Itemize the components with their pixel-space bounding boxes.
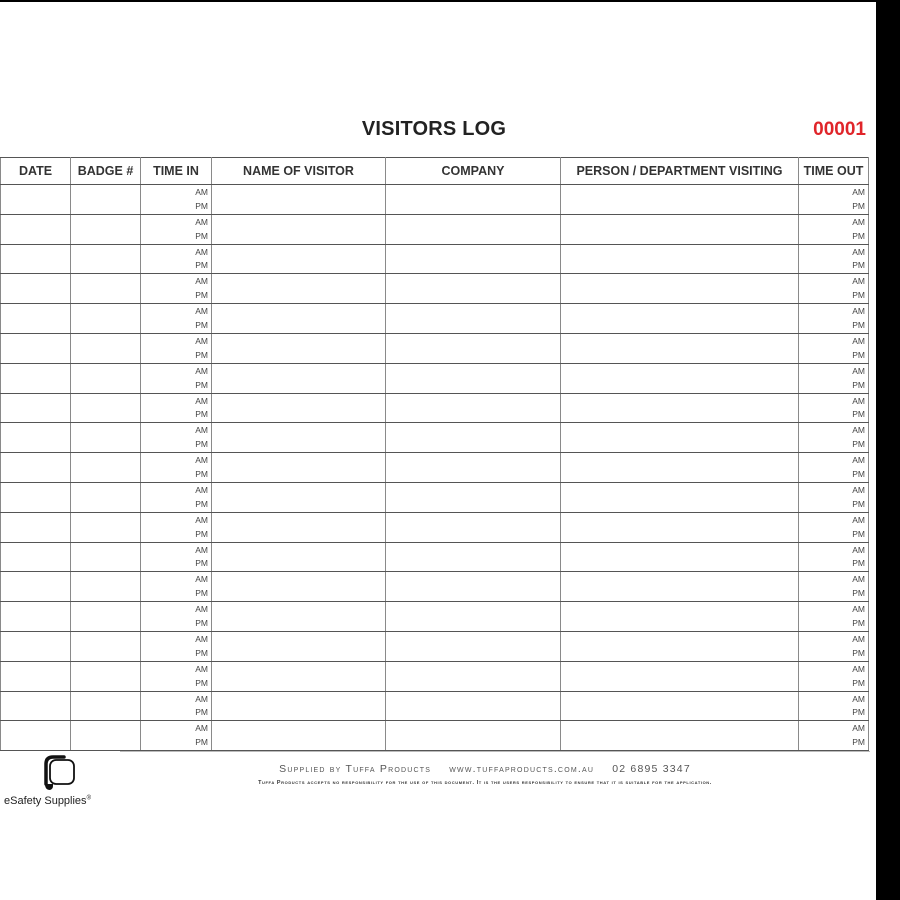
pm-label[interactable]: PM: [195, 558, 208, 569]
time-in-cell[interactable]: [141, 393, 212, 423]
date-cell[interactable]: [1, 393, 71, 423]
am-pm-labels: [799, 602, 868, 631]
time-out-cell[interactable]: [799, 631, 869, 661]
company-cell[interactable]: [386, 512, 561, 542]
am-pm-labels: [141, 453, 211, 482]
date-cell[interactable]: [1, 542, 71, 572]
person-department-cell[interactable]: [561, 423, 799, 453]
am-label[interactable]: AM: [195, 484, 208, 495]
time-out-cell[interactable]: [799, 214, 869, 244]
company-cell[interactable]: [386, 214, 561, 244]
person-department-cell[interactable]: [561, 572, 799, 602]
date-cell[interactable]: [1, 214, 71, 244]
badge-cell[interactable]: [71, 721, 141, 751]
person-department-cell[interactable]: [561, 393, 799, 423]
company-cell[interactable]: [386, 691, 561, 721]
am-label[interactable]: AM: [195, 514, 208, 525]
column-header-time-out: TIME OUT: [799, 158, 869, 185]
pm-label[interactable]: PM: [195, 319, 208, 330]
table-row: [1, 482, 869, 512]
time-out-cell[interactable]: [799, 393, 869, 423]
time-out-cell[interactable]: [799, 602, 869, 632]
badge-cell[interactable]: [71, 423, 141, 453]
am-label[interactable]: AM: [852, 395, 865, 406]
pm-label[interactable]: PM: [852, 439, 865, 450]
pm-label[interactable]: PM: [852, 588, 865, 599]
badge-cell[interactable]: [71, 214, 141, 244]
time-in-cell[interactable]: [141, 453, 212, 483]
visitor-name-cell[interactable]: [212, 185, 386, 215]
am-pm-labels: [141, 334, 211, 363]
company-cell[interactable]: [386, 185, 561, 215]
company-cell[interactable]: [386, 393, 561, 423]
person-department-cell[interactable]: [561, 721, 799, 751]
date-cell[interactable]: [1, 482, 71, 512]
date-cell[interactable]: [1, 631, 71, 661]
pm-label[interactable]: PM: [852, 349, 865, 360]
time-in-cell[interactable]: [141, 482, 212, 512]
am-pm-labels: [799, 632, 868, 661]
table-row: [1, 453, 869, 483]
esafety-brand-text: [4, 795, 91, 807]
person-department-cell[interactable]: [561, 333, 799, 363]
visitors-log-table: [0, 157, 869, 751]
pm-label[interactable]: PM: [852, 617, 865, 628]
time-in-cell[interactable]: [141, 244, 212, 274]
am-pm-labels: [141, 662, 211, 691]
person-department-cell[interactable]: [561, 542, 799, 572]
am-label[interactable]: AM: [852, 187, 865, 197]
column-header-time-in: TIME IN: [141, 158, 212, 185]
am-label[interactable]: AM: [852, 693, 865, 704]
badge-cell[interactable]: [71, 363, 141, 393]
time-in-cell[interactable]: [141, 214, 212, 244]
table-row: [1, 214, 869, 244]
am-pm-labels: [141, 632, 211, 661]
am-pm-labels: [799, 692, 868, 721]
time-out-cell[interactable]: [799, 423, 869, 453]
time-in-cell[interactable]: [141, 602, 212, 632]
am-pm-labels: [141, 274, 211, 303]
pm-label[interactable]: PM: [852, 319, 865, 330]
time-out-cell[interactable]: [799, 363, 869, 393]
date-cell[interactable]: [1, 185, 71, 215]
table-row: [1, 274, 869, 304]
am-pm-labels: [141, 513, 211, 542]
am-label[interactable]: AM: [852, 574, 865, 585]
brand-name: eSafety Supplies: [4, 795, 87, 807]
visitor-name-cell[interactable]: [212, 244, 386, 274]
pm-label[interactable]: PM: [195, 498, 208, 509]
company-cell[interactable]: [386, 542, 561, 572]
person-department-cell[interactable]: [561, 214, 799, 244]
visitor-name-cell[interactable]: [212, 661, 386, 691]
company-cell[interactable]: [386, 631, 561, 661]
visitor-name-cell[interactable]: [212, 512, 386, 542]
table-row: [1, 512, 869, 542]
pm-label[interactable]: PM: [852, 468, 865, 479]
time-in-cell[interactable]: [141, 304, 212, 334]
supplier-website: www.tuffaproducts.com.au: [449, 763, 595, 775]
table-row: [1, 393, 869, 423]
badge-cell[interactable]: [71, 482, 141, 512]
company-cell[interactable]: [386, 423, 561, 453]
visitor-name-cell[interactable]: [212, 572, 386, 602]
table-row: [1, 363, 869, 393]
date-cell[interactable]: [1, 661, 71, 691]
am-pm-labels: [799, 334, 868, 363]
column-header-name: NAME OF VISITOR: [212, 158, 386, 185]
pm-label[interactable]: PM: [195, 588, 208, 599]
date-cell[interactable]: [1, 304, 71, 334]
time-in-cell[interactable]: [141, 274, 212, 304]
pm-label[interactable]: PM: [852, 290, 865, 301]
footer-divider: [120, 751, 870, 752]
am-pm-labels: [799, 662, 868, 691]
time-in-cell[interactable]: [141, 363, 212, 393]
pm-label[interactable]: PM: [195, 409, 208, 420]
company-cell[interactable]: [386, 244, 561, 274]
am-label[interactable]: AM: [852, 335, 865, 346]
am-label[interactable]: AM: [852, 276, 865, 287]
am-pm-labels: [799, 721, 868, 750]
am-label[interactable]: AM: [195, 306, 208, 317]
column-header-company: COMPANY: [386, 158, 561, 185]
pm-label[interactable]: PM: [852, 558, 865, 569]
am-pm-labels: [141, 602, 211, 631]
pm-label[interactable]: PM: [852, 409, 865, 420]
badge-cell[interactable]: [71, 185, 141, 215]
visitor-name-cell[interactable]: [212, 274, 386, 304]
pm-label[interactable]: PM: [195, 647, 208, 658]
pm-label[interactable]: PM: [852, 379, 865, 390]
visitor-name-cell[interactable]: [212, 363, 386, 393]
am-pm-labels: [799, 364, 868, 393]
am-label[interactable]: AM: [852, 306, 865, 317]
table-row: [1, 721, 869, 751]
person-department-cell[interactable]: [561, 691, 799, 721]
time-out-cell[interactable]: [799, 512, 869, 542]
pm-label[interactable]: PM: [195, 260, 208, 271]
table-row: [1, 572, 869, 602]
person-department-cell[interactable]: [561, 453, 799, 483]
am-pm-labels: [141, 245, 211, 274]
table-header-row: [1, 158, 869, 185]
pm-label[interactable]: PM: [852, 498, 865, 509]
am-label[interactable]: AM: [195, 693, 208, 704]
time-out-cell[interactable]: [799, 661, 869, 691]
am-pm-labels: [141, 364, 211, 393]
am-label[interactable]: AM: [195, 663, 208, 674]
company-cell[interactable]: [386, 661, 561, 691]
pm-label[interactable]: PM: [195, 230, 208, 241]
badge-cell[interactable]: [71, 572, 141, 602]
time-out-cell[interactable]: [799, 304, 869, 334]
am-label[interactable]: AM: [852, 723, 865, 734]
table-row: [1, 304, 869, 334]
visitor-name-cell[interactable]: [212, 542, 386, 572]
time-out-cell[interactable]: [799, 453, 869, 483]
am-pm-labels: [799, 394, 868, 423]
person-department-cell[interactable]: [561, 631, 799, 661]
registered-mark: ®: [86, 795, 91, 802]
time-in-cell[interactable]: [141, 542, 212, 572]
am-label[interactable]: AM: [852, 425, 865, 436]
am-pm-labels: [799, 245, 868, 274]
badge-cell[interactable]: [71, 244, 141, 274]
time-in-cell[interactable]: [141, 423, 212, 453]
badge-cell[interactable]: [71, 453, 141, 483]
table-row: [1, 542, 869, 572]
time-in-cell[interactable]: [141, 185, 212, 215]
am-label[interactable]: AM: [195, 276, 208, 287]
am-pm-labels: [799, 572, 868, 601]
time-in-cell[interactable]: [141, 512, 212, 542]
pm-label[interactable]: PM: [195, 349, 208, 360]
pm-label[interactable]: PM: [852, 230, 865, 241]
right-black-strip: [876, 0, 900, 900]
am-label[interactable]: AM: [852, 514, 865, 525]
company-cell[interactable]: [386, 304, 561, 334]
supplier-phone: 02 6895 3347: [612, 763, 691, 775]
table-row: [1, 691, 869, 721]
date-cell[interactable]: [1, 423, 71, 453]
pm-label[interactable]: PM: [852, 200, 865, 211]
pm-label[interactable]: PM: [852, 677, 865, 688]
time-in-cell[interactable]: [141, 661, 212, 691]
time-out-cell[interactable]: [799, 482, 869, 512]
pm-label[interactable]: PM: [195, 200, 208, 211]
am-label[interactable]: AM: [195, 365, 208, 376]
esafety-watermark: [4, 754, 114, 814]
time-in-cell[interactable]: [141, 721, 212, 751]
visitor-name-cell[interactable]: [212, 304, 386, 334]
pm-label[interactable]: PM: [852, 707, 865, 718]
time-out-cell[interactable]: [799, 691, 869, 721]
am-label[interactable]: AM: [195, 425, 208, 436]
time-out-cell[interactable]: [799, 274, 869, 304]
pm-label[interactable]: PM: [852, 528, 865, 539]
table-row: [1, 244, 869, 274]
person-department-cell[interactable]: [561, 185, 799, 215]
am-label[interactable]: AM: [195, 723, 208, 734]
am-pm-labels: [799, 453, 868, 482]
am-label[interactable]: AM: [195, 335, 208, 346]
date-cell[interactable]: [1, 512, 71, 542]
table-row: [1, 602, 869, 632]
am-pm-labels: [141, 423, 211, 452]
time-out-cell[interactable]: [799, 721, 869, 751]
am-pm-labels: [799, 543, 868, 572]
am-pm-labels: [799, 215, 868, 244]
date-cell[interactable]: [1, 602, 71, 632]
time-out-cell[interactable]: [799, 244, 869, 274]
pm-label[interactable]: PM: [195, 468, 208, 479]
am-label[interactable]: AM: [852, 246, 865, 257]
visitor-name-cell[interactable]: [212, 602, 386, 632]
column-header-person-department: PERSON / DEPARTMENT VISITING: [561, 158, 799, 185]
am-pm-labels: [141, 721, 211, 750]
time-out-cell[interactable]: [799, 185, 869, 215]
column-header-badge: BADGE #: [71, 158, 141, 185]
person-department-cell[interactable]: [561, 304, 799, 334]
table-row: [1, 631, 869, 661]
pm-label[interactable]: PM: [195, 677, 208, 688]
am-label[interactable]: AM: [852, 484, 865, 495]
badge-cell[interactable]: [71, 393, 141, 423]
badge-cell[interactable]: [71, 274, 141, 304]
pm-label[interactable]: PM: [852, 260, 865, 271]
person-department-cell[interactable]: [561, 244, 799, 274]
am-label[interactable]: AM: [195, 544, 208, 555]
am-pm-labels: [141, 215, 211, 244]
date-cell[interactable]: [1, 244, 71, 274]
person-department-cell[interactable]: [561, 661, 799, 691]
am-label[interactable]: AM: [852, 663, 865, 674]
table-row: [1, 423, 869, 453]
am-pm-labels: [141, 572, 211, 601]
pm-label[interactable]: PM: [195, 707, 208, 718]
date-cell[interactable]: [1, 274, 71, 304]
badge-cell[interactable]: [71, 512, 141, 542]
date-cell[interactable]: [1, 363, 71, 393]
company-cell[interactable]: [386, 453, 561, 483]
time-out-cell[interactable]: [799, 542, 869, 572]
date-cell[interactable]: [1, 333, 71, 363]
am-pm-labels: [141, 543, 211, 572]
company-cell[interactable]: [386, 721, 561, 751]
am-pm-labels: [141, 394, 211, 423]
am-label[interactable]: AM: [195, 604, 208, 615]
visitor-name-cell[interactable]: [212, 453, 386, 483]
pm-label[interactable]: PM: [195, 379, 208, 390]
table-row: [1, 661, 869, 691]
pm-label[interactable]: PM: [852, 737, 865, 748]
am-pm-labels: [799, 513, 868, 542]
am-pm-labels: [799, 483, 868, 512]
company-cell[interactable]: [386, 333, 561, 363]
company-cell[interactable]: [386, 363, 561, 393]
serial-number: 00001: [813, 119, 866, 140]
time-in-cell[interactable]: [141, 691, 212, 721]
visitor-name-cell[interactable]: [212, 333, 386, 363]
pm-label[interactable]: PM: [195, 617, 208, 628]
visitor-name-cell[interactable]: [212, 482, 386, 512]
date-cell[interactable]: [1, 721, 71, 751]
badge-cell[interactable]: [71, 542, 141, 572]
visitor-name-cell[interactable]: [212, 721, 386, 751]
am-label[interactable]: AM: [852, 365, 865, 376]
person-department-cell[interactable]: [561, 274, 799, 304]
badge-cell[interactable]: [71, 602, 141, 632]
am-pm-labels: [799, 423, 868, 452]
badge-cell[interactable]: [71, 661, 141, 691]
disclaimer-text: Tuffa Products accepts no responsibility for the use of this document. It is the users responsibility to ensure that it is suitable for the application.: [258, 780, 712, 786]
pm-label[interactable]: PM: [852, 647, 865, 658]
am-label[interactable]: AM: [852, 544, 865, 555]
am-pm-labels: [799, 304, 868, 333]
am-label[interactable]: AM: [195, 246, 208, 257]
am-label[interactable]: AM: [195, 633, 208, 644]
pm-label[interactable]: PM: [195, 439, 208, 450]
person-department-cell[interactable]: [561, 482, 799, 512]
supplied-by-text: Supplied by Tuffa Products: [279, 763, 432, 775]
am-label[interactable]: AM: [852, 604, 865, 615]
time-in-cell[interactable]: [141, 333, 212, 363]
supplier-line: [120, 763, 850, 775]
am-pm-labels: [141, 304, 211, 333]
visitor-name-cell[interactable]: [212, 393, 386, 423]
date-cell[interactable]: [1, 572, 71, 602]
am-label[interactable]: AM: [195, 455, 208, 466]
company-cell[interactable]: [386, 602, 561, 632]
am-pm-labels: [141, 483, 211, 512]
am-pm-labels: [141, 185, 211, 214]
table-row: [1, 185, 869, 215]
column-header-date: DATE: [1, 158, 71, 185]
time-out-cell[interactable]: [799, 572, 869, 602]
esafety-logo-icon: [42, 754, 78, 792]
am-pm-labels: [799, 274, 868, 303]
am-pm-labels: [799, 185, 868, 214]
pm-label[interactable]: PM: [195, 737, 208, 748]
badge-cell[interactable]: [71, 691, 141, 721]
top-border: [0, 0, 900, 2]
am-label[interactable]: AM: [852, 455, 865, 466]
am-label[interactable]: AM: [195, 187, 208, 197]
badge-cell[interactable]: [71, 333, 141, 363]
person-department-cell[interactable]: [561, 363, 799, 393]
am-pm-labels: [141, 692, 211, 721]
visitor-name-cell[interactable]: [212, 214, 386, 244]
person-department-cell[interactable]: [561, 512, 799, 542]
visitor-name-cell[interactable]: [212, 631, 386, 661]
date-cell[interactable]: [1, 453, 71, 483]
visitor-name-cell[interactable]: [212, 423, 386, 453]
pm-label[interactable]: PM: [195, 290, 208, 301]
badge-cell[interactable]: [71, 304, 141, 334]
am-label[interactable]: AM: [852, 216, 865, 227]
date-cell[interactable]: [1, 691, 71, 721]
visitor-name-cell[interactable]: [212, 691, 386, 721]
company-cell[interactable]: [386, 274, 561, 304]
time-in-cell[interactable]: [141, 631, 212, 661]
company-cell[interactable]: [386, 482, 561, 512]
page-title: VISITORS LOG: [361, 118, 507, 140]
person-department-cell[interactable]: [561, 602, 799, 632]
am-label[interactable]: AM: [852, 633, 865, 644]
time-out-cell[interactable]: [799, 333, 869, 363]
am-label[interactable]: AM: [195, 395, 208, 406]
company-cell[interactable]: [386, 572, 561, 602]
pm-label[interactable]: PM: [195, 528, 208, 539]
time-in-cell[interactable]: [141, 572, 212, 602]
badge-cell[interactable]: [71, 631, 141, 661]
am-label[interactable]: AM: [195, 216, 208, 227]
am-label[interactable]: AM: [195, 574, 208, 585]
table-row: [1, 333, 869, 363]
table-body: [1, 185, 869, 751]
